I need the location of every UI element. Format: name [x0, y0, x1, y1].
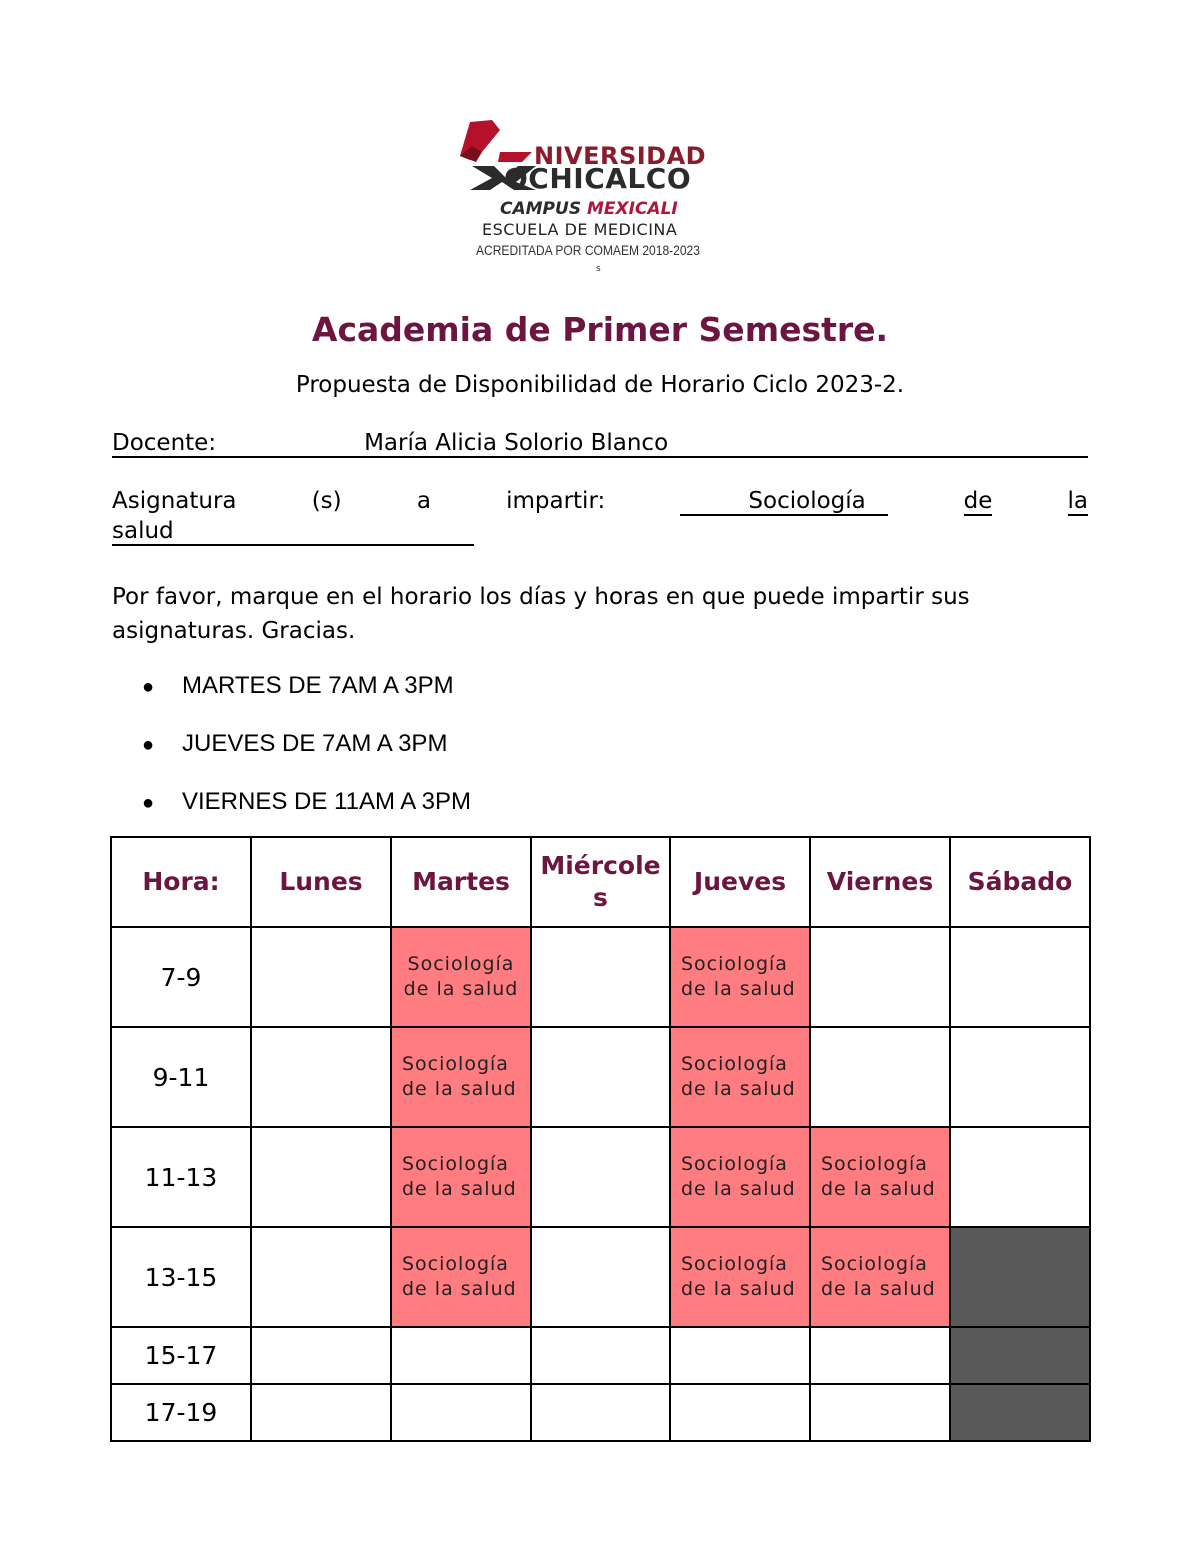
asignatura-word-5: Sociología	[748, 488, 866, 514]
slot-cell-marked[interactable]: Sociología de la salud	[391, 927, 531, 1027]
table-row	[111, 1127, 1090, 1227]
slot-cell[interactable]	[531, 1027, 670, 1127]
asignatura-word-6: de	[963, 488, 993, 514]
slot-cell[interactable]	[810, 1384, 950, 1441]
slot-cell[interactable]	[251, 1127, 391, 1227]
hour-cell: 17-19	[111, 1384, 251, 1441]
slot-cell[interactable]	[531, 1127, 670, 1227]
slot-cell[interactable]	[251, 1327, 391, 1384]
logo-campus-name: MEXICALI	[586, 199, 678, 219]
slot-cell[interactable]	[531, 927, 670, 1027]
slot-cell-marked[interactable]: Sociología de la salud	[391, 1127, 531, 1227]
slot-cell[interactable]	[251, 1227, 391, 1327]
logo-school: ESCUELA DE MEDICINA	[482, 220, 678, 239]
slot-cell-marked[interactable]: Sociología de la salud	[810, 1227, 950, 1327]
table-header-row	[111, 837, 1090, 927]
asignatura-word-1: Asignatura	[112, 488, 237, 514]
slot-cell[interactable]	[531, 1384, 670, 1441]
logo-campus-prefix: CAMPUS	[500, 199, 587, 219]
logo-campus	[500, 199, 678, 219]
bullet-text: MARTES DE 7AM A 3PM	[182, 672, 454, 699]
logo-small-s: s	[596, 264, 601, 274]
header-martes: Martes	[391, 837, 531, 927]
asignatura-word-3: a	[416, 488, 431, 514]
hour-cell: 11-13	[111, 1127, 251, 1227]
asignatura-word-8: salud	[112, 518, 474, 546]
university-logo	[452, 116, 742, 281]
header-miercoles-text: Miércoles	[540, 851, 661, 912]
hour-cell: 13-15	[111, 1227, 251, 1327]
header-miercoles	[531, 837, 670, 927]
slot-cell[interactable]	[391, 1327, 531, 1384]
docente-underline	[112, 430, 1088, 458]
docente-value: María Alicia Solorio Blanco	[364, 430, 669, 456]
header-jueves: Jueves	[670, 837, 810, 927]
hour-cell: 9-11	[111, 1027, 251, 1127]
logo-accreditation: ACREDITADA POR COMAEM 2018-2023	[476, 242, 700, 258]
bullet-text: VIERNES DE 11AM A 3PM	[182, 788, 471, 815]
instructions: Por favor, marque en el horario los días y horas en que puede impartir sus asignaturas. Gracias.	[112, 584, 970, 644]
schedule-table	[110, 836, 1091, 1442]
slot-cell-marked[interactable]: Sociología de la salud	[391, 1227, 531, 1327]
slot-cell[interactable]	[950, 927, 1090, 1027]
list-item	[142, 730, 471, 788]
slot-cell[interactable]	[810, 1027, 950, 1127]
slot-cell-marked[interactable]: Sociología de la salud	[810, 1127, 950, 1227]
table-row	[111, 1027, 1090, 1127]
slot-cell-blocked	[950, 1327, 1090, 1384]
list-item	[142, 672, 471, 730]
asignatura-word-7: la	[1067, 488, 1088, 514]
slot-cell-marked[interactable]: Sociología de la salud	[670, 927, 810, 1027]
header-lunes: Lunes	[251, 837, 391, 927]
table-row	[111, 927, 1090, 1027]
slot-cell[interactable]	[810, 927, 950, 1027]
header-viernes: Viernes	[810, 837, 950, 927]
bullet-icon: ●	[142, 792, 155, 814]
docente-line	[112, 430, 1088, 458]
slot-cell-marked[interactable]: Sociología de la salud	[670, 1227, 810, 1327]
header-sabado: Sábado	[950, 837, 1090, 927]
page-title: Academia de Primer Semestre.	[311, 310, 889, 349]
slot-cell-blocked	[950, 1227, 1090, 1327]
slot-cell-marked[interactable]: Sociología de la salud	[670, 1027, 810, 1127]
slot-cell[interactable]	[810, 1327, 950, 1384]
logo-line-2: OCHICALCO	[504, 162, 692, 195]
asignatura-line	[112, 488, 1088, 546]
page-subtitle: Propuesta de Disponibilidad de Horario Ciclo 2023-2.	[295, 372, 905, 398]
slot-cell[interactable]	[670, 1384, 810, 1441]
bullet-list	[142, 672, 471, 846]
table-row	[111, 1227, 1090, 1327]
slot-cell[interactable]	[251, 927, 391, 1027]
slot-cell[interactable]	[251, 1027, 391, 1127]
asignatura-word-2: (s)	[311, 488, 342, 514]
bullet-icon: ●	[142, 676, 155, 698]
slot-cell[interactable]	[670, 1327, 810, 1384]
table-row	[111, 1327, 1090, 1384]
slot-cell-marked[interactable]: Sociología de la salud	[391, 1027, 531, 1127]
table-row	[111, 1384, 1090, 1441]
asignatura-word-4: impartir:	[506, 488, 606, 514]
slot-cell[interactable]	[531, 1327, 670, 1384]
hour-cell: 7-9	[111, 927, 251, 1027]
header-hora: Hora:	[111, 837, 251, 927]
bullet-text: JUEVES DE 7AM A 3PM	[182, 730, 448, 757]
slot-cell-blocked	[950, 1384, 1090, 1441]
slot-cell[interactable]	[391, 1384, 531, 1441]
slot-cell[interactable]	[950, 1027, 1090, 1127]
slot-cell[interactable]	[950, 1127, 1090, 1227]
asignatura-value-1	[680, 488, 888, 516]
slot-cell-marked[interactable]: Sociología de la salud	[670, 1127, 810, 1227]
logo-line-1: NIVERSIDAD	[534, 142, 707, 170]
bullet-icon: ●	[142, 734, 155, 756]
slot-cell[interactable]	[531, 1227, 670, 1327]
docente-label: Docente:	[112, 430, 217, 456]
slot-cell[interactable]	[251, 1384, 391, 1441]
hour-cell: 15-17	[111, 1327, 251, 1384]
